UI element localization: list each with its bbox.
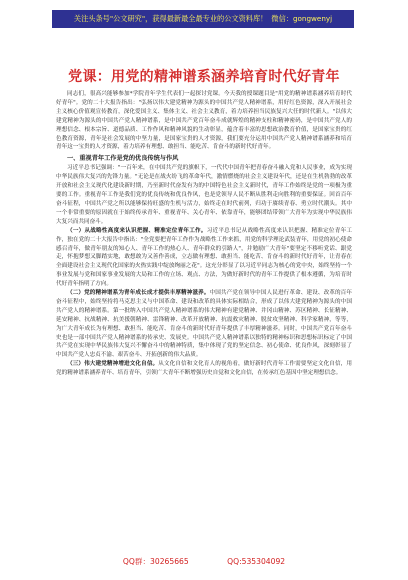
subsection-2-heading: （二）党的精神谱系为青年成长成才提供丰厚精神滋养。 bbox=[67, 290, 210, 297]
subsection-3-text: 从文化自信和文化育人的视角看，做好新时代青年工作需要坚定文化自信，用党的精神谱系涵养青年、培育青年，引领广大青年不断增强历史自觉和文化自信，在传承红色基因中坚定理想信念。 bbox=[56, 361, 352, 377]
subsection-3-heading: （三）伟大建党精神增进文化自信。 bbox=[67, 361, 159, 368]
promo-banner bbox=[52, 10, 354, 28]
page-title: 党课：用党的精神谱系涵养培育时代好青年 bbox=[68, 69, 340, 85]
subsection-2-text: 中国共产党在领导中国人民进行革命、建设、改革的百年奋斗征程中，始终坚持将马克思主义与中国革命、建设和改革的具体实际相结合，形成了以伟大建党精神为源头的中国共产党人的精神谱系。第一批纳入中国共产党人精神谱系的伟大精神有建党精神、井冈山精神、苏区精神、长征精神、延安精神、抗战精神、抗美援朝精神、雷锋精神、改革开放精神、抗震救灾精神、脱贫攻坚精神、科学家精神，等等，为广大青年成长为有理想、敢担当、能吃苦、肯奋斗的新时代好青年提供了丰厚精神滋养。同时，中国共产党百年奋斗史也是一部中国共产党人精神谱系的传承史、发展史。中国共产党人精神谱系以独特的精神标识和思想标识标定了中国共产党在实现中华民族伟大复兴不懈奋斗中的精神特质，集中体现了党的坚定信念、初心使命、优良作风，深刻彰显了中国共产党人忠贞不渝、艰苦奋斗、开拓创新的伟大品质。 bbox=[56, 290, 352, 359]
intro-paragraph: 同志们，很高兴能够参加*学院青年学生代表们一起探讨党课。今天我的授课题目是"用党的精神谱系涵养培育时代好青年"。党的二十大报告指出："弘扬以伟大建党精神为源头的中国共产党人精神谱系，用好红色资源，深入开展社会主义核心价值观宣传教育，深化爱国主义、集体主义、社会主义教育，着力培养担当民族复兴大任的时代新人。"以伟大建党精神为源头的中国共产党人精神谱系，是中国共产党百年奋斗成就辉煌的精神支柱和精神密码，是中国共产党人的理想信念、根本宗旨、道德品质、工作作风和精神风貌的生动彰显，蕴含着丰富的思想政治教育价值，是国家宝贵的红色教育资源，青年是社会发展的中坚力量，是国家宝贵的人才资源，我们要充分运用中国共产党人精神谱系涵养和培育青年这一宝贵的人才资源，着力培养有理想、敢担当、能吃苦、肯奋斗的新时代好青年。 bbox=[56, 91, 352, 151]
contact-footer bbox=[0, 554, 408, 570]
footer-qq: QQ:535304092 bbox=[227, 557, 286, 566]
footer-qq-group: QQ群：30265665 bbox=[122, 557, 189, 566]
subsection-3-paragraph bbox=[56, 360, 352, 378]
section-heading-1: 一、重视青年工作是党的优良传统与作风 bbox=[67, 155, 179, 163]
banner-text: 关注头条号"公文研究"，获得最新最全最专业的公文资料库！ bbox=[73, 14, 268, 23]
subsection-1-heading: （一）从战略性高度来认识把握、精准定位青年工作。 bbox=[67, 227, 207, 234]
subsection-2-paragraph bbox=[56, 289, 352, 360]
subsection-1-paragraph bbox=[56, 227, 352, 289]
section1-paragraph: 习近平总书记强调："一百年来，在中国共产党的旗帜下，一代代中国青年把青春奋斗融入党和人民事业，成为实现中华民族伟大复兴的先锋力量。"无论是在战火纷飞的革命年代，激情燃烧的社会主义建设年代，还是在生机勃勃的改革开放和社会主义现代化建设新时期，乃至新时代奋发有为的中国特色社会主义新时代，青年工作始终是党的一项极为重要的工作。重视青年工作是我们党的优良传统和优良作风，也是党领导人民不断从胜利走向胜利的重要保证。回首百年奋斗征程，中国共产党之所以能够保持旺盛的生机与活力，始终走在时代前列，归功于赓续青春、勇立时代潮头。其中一个非常重要的原因就在于始终传承青年、重视青年、关心青年、依靠青年，能够团结带领广大青年为实现中华民族伟大复兴而共同奋斗。 bbox=[56, 165, 352, 225]
subsection-1-text: 习近平总书记从战略性高度来认识把握、精准定位青年工作，独在党的二十大报告中指出："全党要把青年工作作为战略性工作来抓，用党的科学理论武装青年，用党的初心使命感召青年，做青年朋友的知心人、青年工作的热心人、青年群众的引路人"，并勉励广大青年"要坚定不移听党话、跟党走，怀抱梦想又脚踏实地，敢想敢为又善作善成，立志做有理想、敢担当、能吃苦、肯奋斗的新时代好青年，让青春在全面建设社会主义现代化国家的火热实践中绽放绚丽之花"。这充分彰显了以习近平同志为核心的党中央，始终坚持一个事业发展与党和国家事业发展的大局和工作的立场、观点、方法，为做好新时代的青年工作提供了根本遵循，为培育时代好青年指明了方向。 bbox=[56, 227, 352, 288]
title-area bbox=[0, 66, 408, 86]
banner-wechat: 微信：gongwenyj bbox=[271, 14, 333, 23]
document-body bbox=[56, 90, 352, 548]
